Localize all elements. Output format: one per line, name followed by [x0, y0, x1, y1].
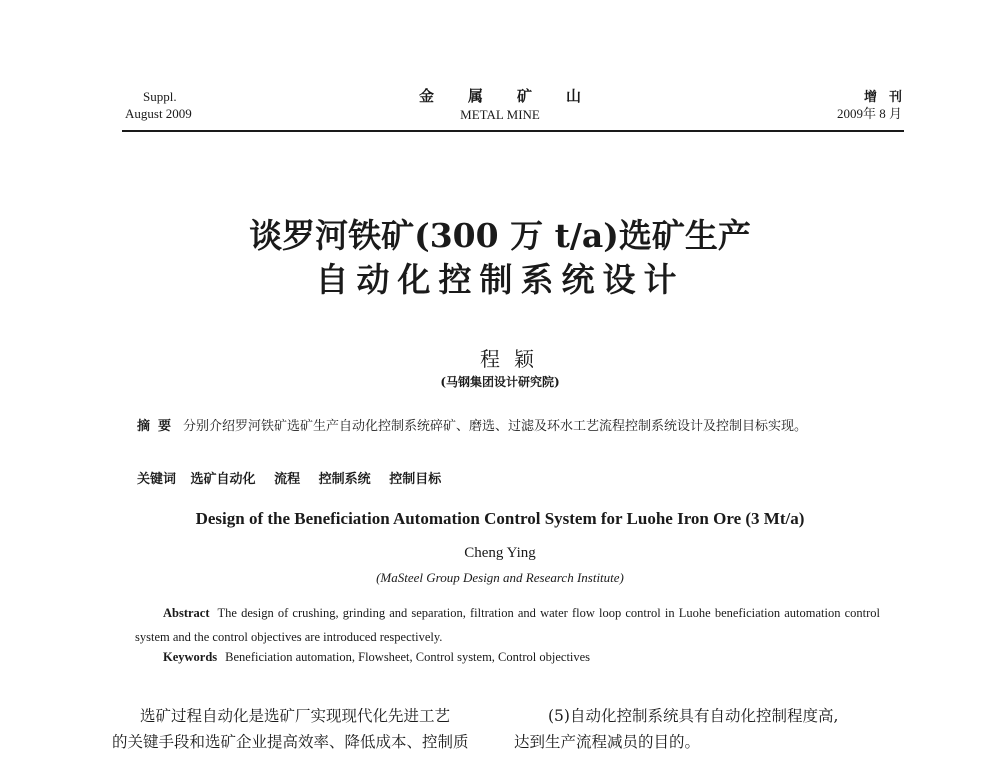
affiliation-en [250, 570, 750, 586]
keywords-cn-label: 关键词 [137, 472, 177, 487]
affiliation-cn: (马钢集团设计研究院) [440, 375, 560, 389]
journal-name-en: METAL MINE [460, 107, 540, 122]
keyword-cn-item: 控制系统 [318, 472, 371, 487]
keywords-en-text: Beneficiation automation, Flowsheet, Control system, Control objectives [225, 650, 591, 664]
affiliation-en-text: (MaSteel Group Design and Research Institute) [376, 570, 624, 585]
keyword-cn-item: 选矿自动化 [190, 472, 256, 487]
header-journal [300, 88, 700, 123]
journal-name-cn: 金属矿山 [418, 89, 615, 105]
paper-title-cn [100, 214, 900, 302]
title-line-1: 谈罗河铁矿(300 万 t/a)选矿生产 [249, 216, 751, 255]
body-left-line-2: 的关键手段和选矿企业提高效率、降低成本、控制质 [112, 733, 469, 751]
abstract-cn [125, 416, 877, 438]
keywords-en-label: Keywords [163, 650, 218, 664]
body-right-line-1: (5)自动化控制系统具有自动化控制程度高, [548, 707, 839, 725]
keyword-cn-item: 控制目标 [389, 472, 442, 487]
keywords-en [163, 650, 590, 665]
abstract-en [135, 601, 880, 649]
body-column-right [514, 703, 909, 755]
author-en: Cheng Ying [464, 545, 536, 561]
header-date-cn: 2009年 8 月 [836, 106, 902, 121]
header-supplement-cn: 增刊 [863, 89, 914, 104]
body-column-left [112, 703, 502, 755]
title-line-2: 自动化控制系统设计 [315, 260, 685, 299]
abstract-en-text: The design of crushing, grinding and separation, filtration and water flow loop control in Luohe beneficiation automation control system and the control objectives are introduced respectively. [135, 606, 880, 644]
body-left-line-1: 选矿过程自动化是选矿厂实现现代化先进工艺 [140, 707, 451, 725]
abstract-cn-text: 分别介绍罗河铁矿选矿生产自动化控制系统碎矿、磨选、过滤及环水工艺流程控制系统设计及控制目标实现。 [183, 419, 808, 434]
abstract-en-label: Abstract [163, 606, 210, 620]
abstract-cn-label: 摘要 [137, 419, 180, 434]
header-right [836, 88, 914, 122]
header-rule [122, 130, 904, 132]
body-right-line-2: 达到生产流程减员的目的。 [514, 733, 701, 751]
header-left [125, 88, 192, 122]
header-date-en: August 2009 [125, 106, 192, 121]
paper-title-en: Design of the Beneficiation Automation Control System for Luohe Iron Ore (3 Mt/a) [195, 509, 805, 528]
keyword-cn-item: 流程 [274, 472, 301, 487]
keywords-cn [137, 468, 455, 487]
author-cn: 程颖 [480, 347, 548, 371]
header-suppl: Suppl. [143, 89, 177, 104]
